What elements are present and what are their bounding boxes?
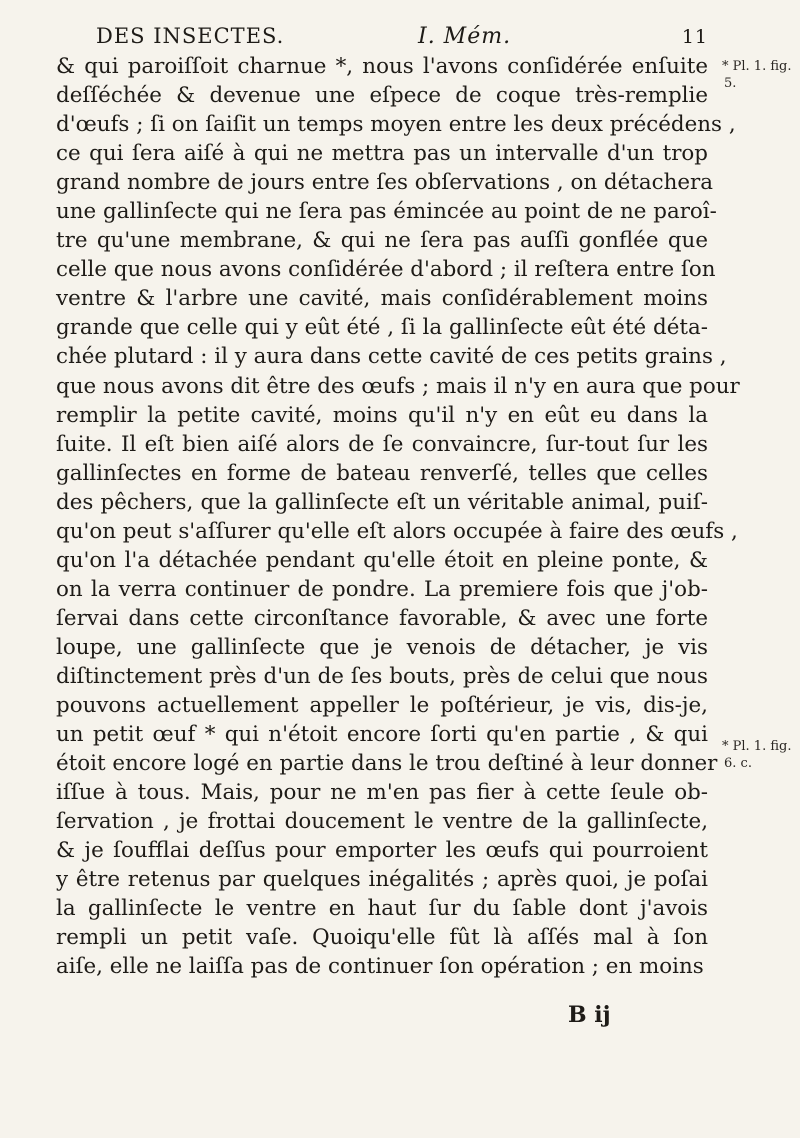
text-line: diſtinctement près d'un de ſes bouts, près de celui que nous <box>56 663 708 689</box>
text-line: qu'on peut s'aſſurer qu'elle eſt alors occupée à faire des œufs , <box>56 518 738 544</box>
text-line: rempli un petit vaſe. Quoiqu'elle fût là aſſés mal à ſon <box>56 925 708 951</box>
margin-note-plate-ref <box>722 58 792 92</box>
text-line: celle que nous avons conſidérée d'abord ; il reſtera entre ſon <box>56 257 716 283</box>
text-line: ſervai dans cette circonſtance favorable, & avec une forte <box>56 605 708 631</box>
text-line: aiſe, elle ne laiſſa pas de continuer ſon opération ; en moins <box>56 954 704 980</box>
margin-note-text: 6. c. <box>724 756 752 771</box>
margin-note-text: * Pl. 1. fig. <box>722 59 792 74</box>
text-line: la gallinſecte le ventre en haut ſur du ſable dont j'avois <box>56 896 708 922</box>
text-line: loupe, une gallinſecte que je venois de détacher, je vis <box>56 634 708 660</box>
text-line: ventre & l'arbre une cavité, mais conſidérablement moins <box>56 286 708 312</box>
text-line: pouvons actuellement appeller le poſtérieur, je vis, dis-je, <box>56 693 708 719</box>
text-line: & je ſoufflai deſſus pour emporter les œufs qui pourroient <box>56 838 708 864</box>
text-line: iſſue à tous. Mais, pour ne m'en pas fier à cette ſeule ob- <box>56 780 708 806</box>
running-header <box>96 22 708 52</box>
text-line: remplir la petite cavité, moins qu'il n'y en eût eu dans la <box>56 402 708 428</box>
text-line: d'œufs ; ſi on ſaiſit un temps moyen entre les deux précédens , <box>56 112 736 138</box>
margin-note-text: 5. <box>724 76 737 91</box>
text-line: des pêchers, que la gallinſecte eſt un véritable animal, puiſ- <box>56 489 708 515</box>
text-line: étoit encore logé en partie dans le trou deſtiné à leur donner <box>56 751 718 777</box>
text-line: deſſéchée & devenue une eſpece de coque très-remplie <box>56 83 708 109</box>
signature-mark: B ij <box>568 1002 611 1028</box>
header-title: DES INSECTES. <box>96 24 285 48</box>
text-line: ce qui ſera aiſé à qui ne mettra pas un intervalle d'un trop <box>56 141 708 167</box>
text-line: que nous avons dit être des œufs ; mais il n'y en aura que pour <box>56 373 740 399</box>
text-line: gallinſectes en forme de bateau renverſé, telles que celles <box>56 460 708 486</box>
text-line: y être retenus par quelques inégalités ; après quoi, je poſai <box>56 867 708 893</box>
text-line: une gallinſecte qui ne ſera pas émincée au point de ne paroî- <box>56 199 717 225</box>
header-memoir: I. Mém. <box>418 24 512 49</box>
text-line: grande que celle qui y eût été , ſi la gallinſecte eût été déta- <box>56 315 708 341</box>
page-number: 11 <box>681 26 708 48</box>
text-line: qu'on l'a détachée pendant qu'elle étoit en pleine ponte, & <box>56 547 708 573</box>
margin-note-plate-ref <box>722 738 792 772</box>
margin-note-text: * Pl. 1. fig. <box>722 739 792 754</box>
text-line: on la verra continuer de pondre. La premiere fois que j'ob- <box>56 576 708 602</box>
text-line: ſervation , je frottai doucement le ventre de la gallinſecte, <box>56 809 708 835</box>
text-line: grand nombre de jours entre ſes obſervations , on détachera <box>56 170 713 196</box>
text-line: tre qu'une membrane, & qui ne ſera pas auſſi gonflée que <box>56 228 708 254</box>
text-line: ſuite. Il eſt bien aiſé alors de ſe convaincre, ſur-tout ſur les <box>56 431 708 457</box>
text-line: & qui paroiſſoit charnue *, nous l'avons conſidérée enſuite <box>56 54 708 79</box>
text-line: chée plutard : il y aura dans cette cavité de ces petits grains , <box>56 344 727 370</box>
text-line: un petit œuf * qui n'étoit encore ſorti qu'en partie , & qui <box>56 722 708 748</box>
